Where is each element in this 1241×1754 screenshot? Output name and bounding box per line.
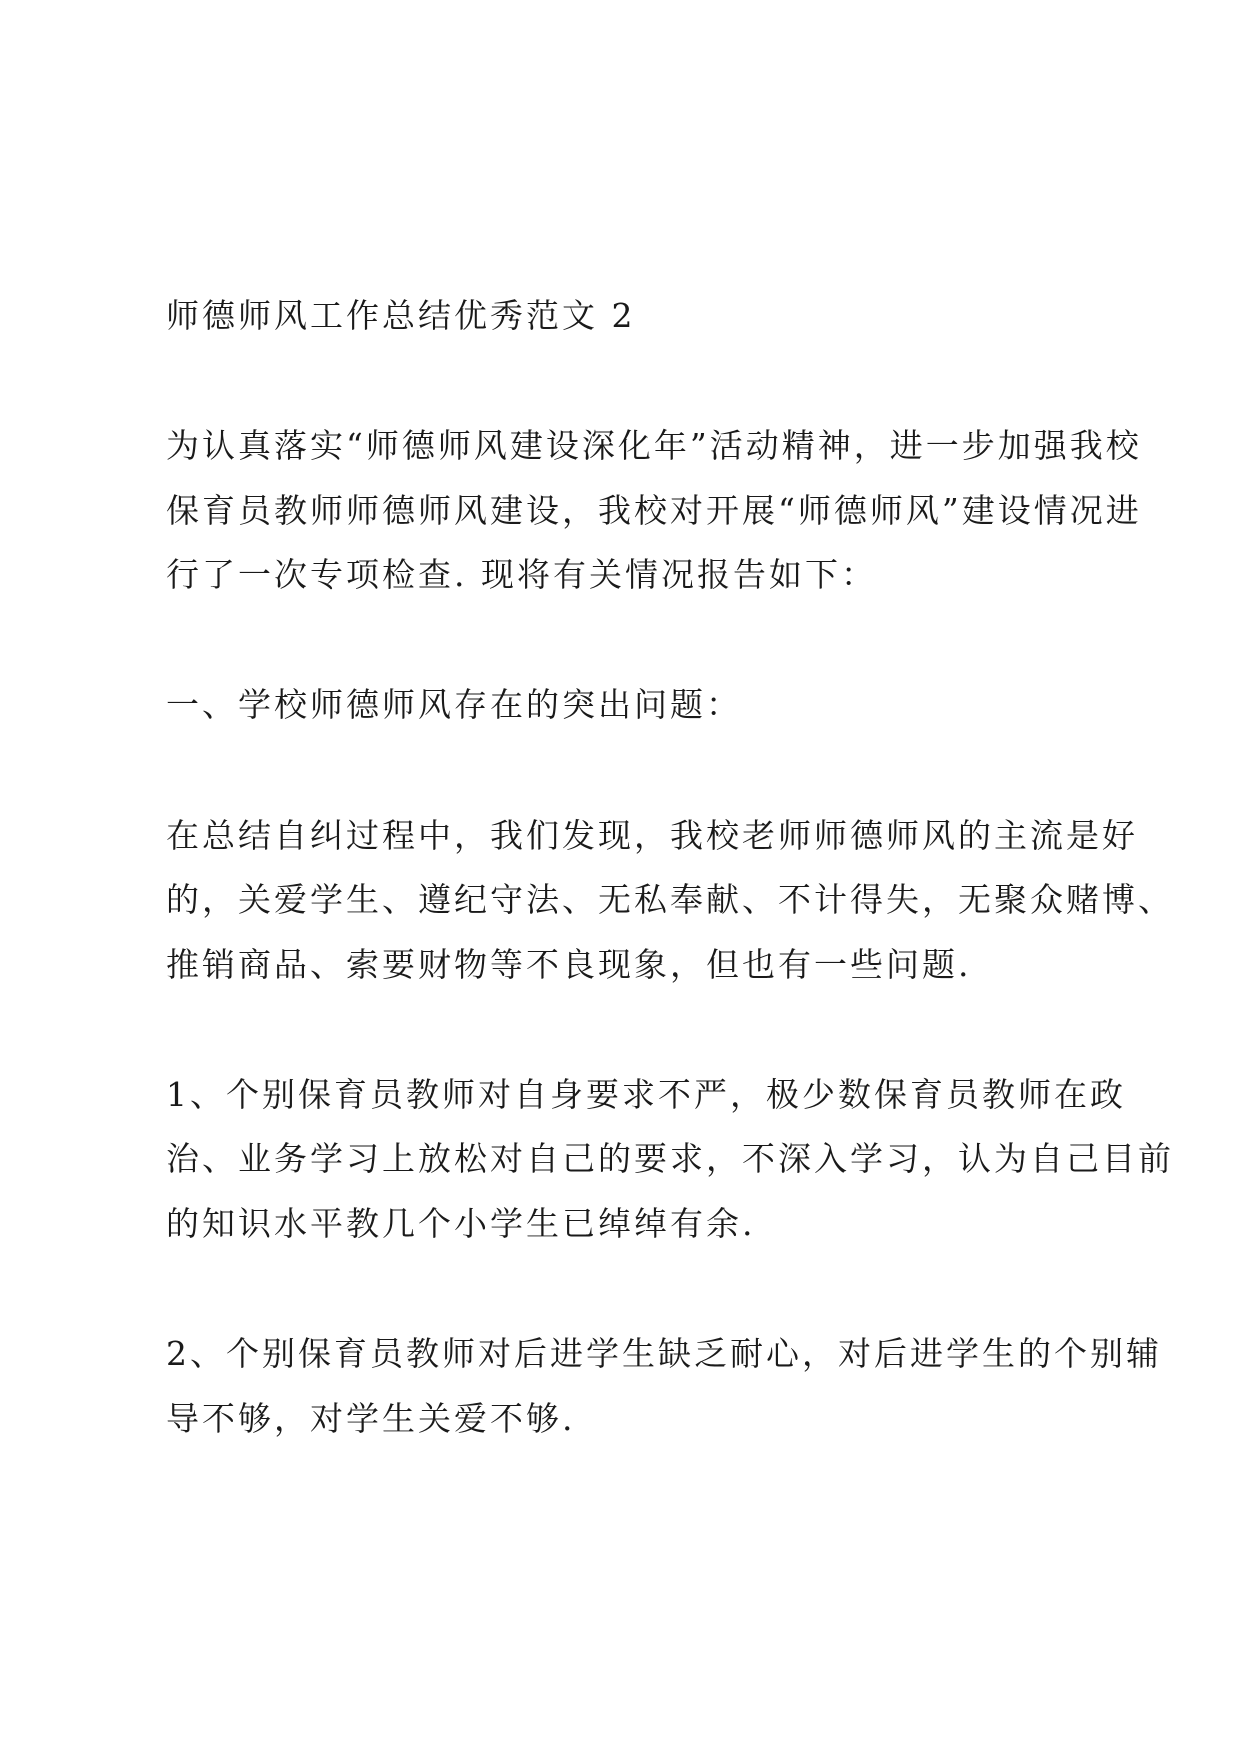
paragraph-line: 治、业务学习上放松对自己的要求，不深入学习，认为自己目前 <box>166 1139 1174 1178</box>
paragraph-line: 在总结自纠过程中，我们发现，我校老师师德师风的主流是好 <box>166 816 1138 855</box>
paragraph-line: 推销商品、索要财物等不良现象，但也有一些问题. <box>166 945 972 984</box>
paragraph-line: 导不够，对学生关爱不够. <box>166 1399 576 1438</box>
paragraph-line: 2、个别保育员教师对后进学生缺乏耐心，对后进学生的个别辅 <box>166 1334 1162 1373</box>
paragraph-line: 的，关爱学生、遵纪守法、无私奉献、不计得失，无聚众赌博、 <box>166 880 1174 919</box>
paragraph-line: 为认真落实“师德师风建设深化年”活动精神，进一步加强我校 <box>166 426 1142 465</box>
paragraph-line: 的知识水平教几个小学生已绰绰有余. <box>166 1204 756 1243</box>
section-heading: 一、学校师德师风存在的突出问题： <box>166 685 742 724</box>
paragraph-line: 行了一次专项检查. 现将有关情况报告如下： <box>166 555 877 594</box>
paragraph-line: 1、个别保育员教师对自身要求不严，极少数保育员教师在政 <box>166 1075 1126 1114</box>
document-title: 师德师风工作总结优秀范文 2 <box>166 296 636 335</box>
paragraph-line: 保育员教师师德师风建设，我校对开展“师德师风”建设情况进 <box>166 491 1142 530</box>
